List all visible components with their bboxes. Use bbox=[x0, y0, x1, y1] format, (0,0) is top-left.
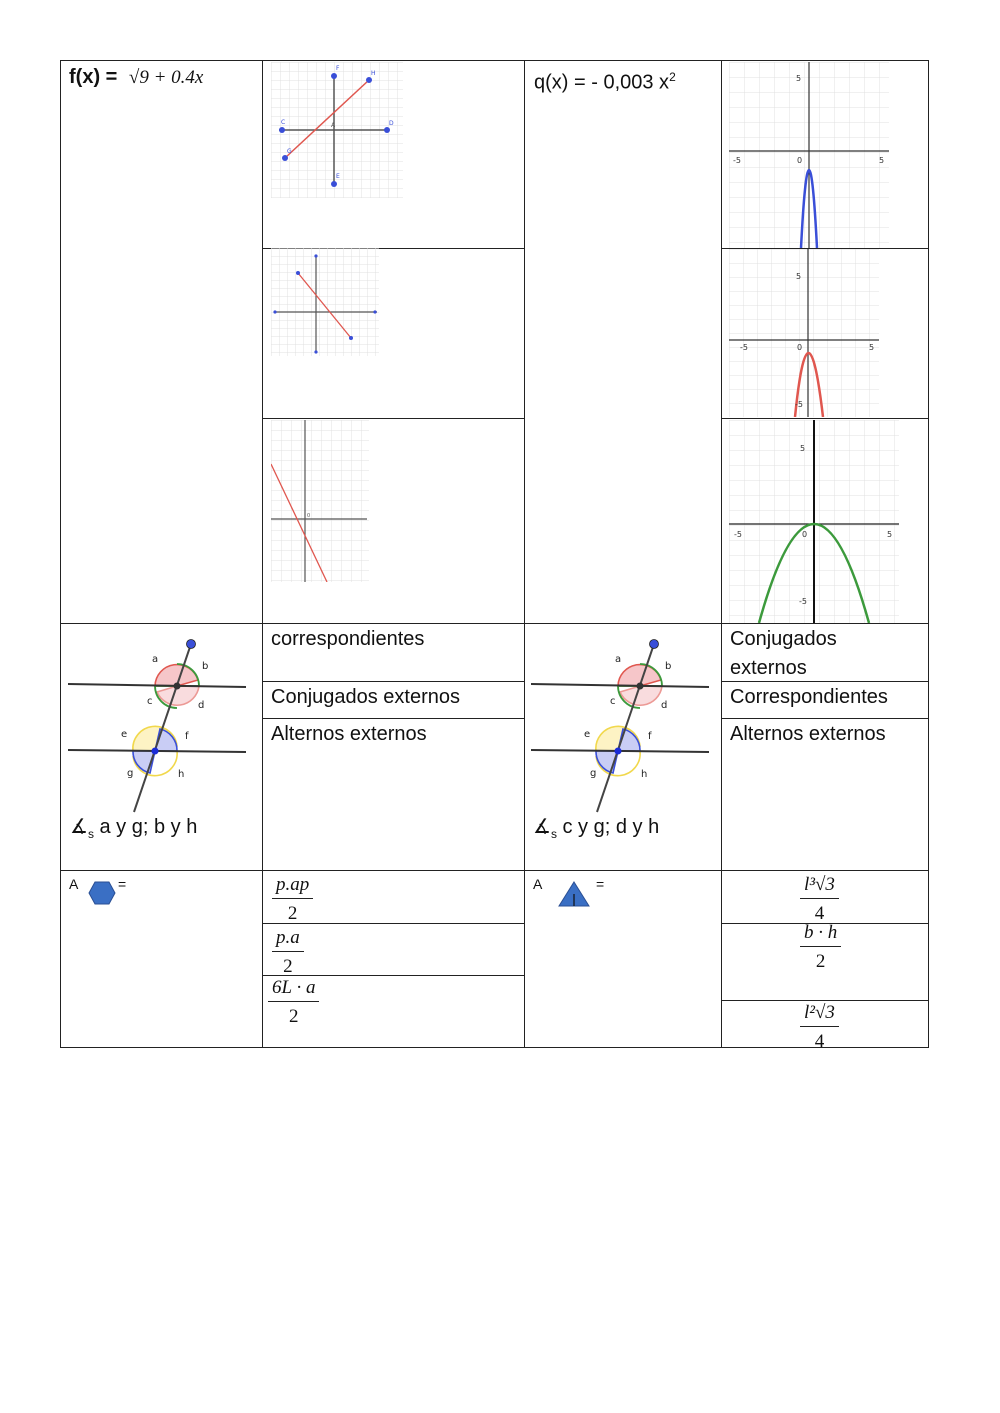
angle-label-a: a bbox=[615, 654, 622, 665]
parallel-lines-diagram-right[interactable] bbox=[531, 636, 713, 814]
formula-option[interactable] bbox=[268, 977, 319, 1028]
fraction-numerator: l²√3 bbox=[804, 1002, 835, 1023]
fraction-denominator: 2 bbox=[287, 903, 298, 924]
tick-label: 0 bbox=[802, 530, 808, 539]
option-correspondientes[interactable]: Correspondientes bbox=[730, 686, 888, 708]
angle-label-h: h bbox=[178, 769, 185, 780]
fraction-numerator: p.a bbox=[276, 927, 300, 948]
formula-option[interactable] bbox=[272, 927, 304, 978]
sub-sep bbox=[262, 718, 525, 719]
fraction-denominator: 4 bbox=[814, 1031, 825, 1052]
fraction-numerator: 6L · a bbox=[272, 977, 316, 998]
fraction-denominator: 2 bbox=[283, 956, 293, 977]
tick-label: 5 bbox=[800, 444, 806, 453]
angle-label-c: c bbox=[147, 696, 153, 707]
fraction-numerator: b · h bbox=[804, 922, 838, 943]
tick-label: -5 bbox=[734, 530, 742, 539]
svg-text:H: H bbox=[371, 70, 376, 77]
tick-label: 0 bbox=[797, 343, 803, 352]
tick-label: 5 bbox=[879, 156, 885, 165]
sub-sep bbox=[721, 718, 929, 719]
function-f-label: f(x) = bbox=[69, 66, 118, 88]
tick-label: 5 bbox=[869, 343, 875, 352]
graph-linear-3[interactable] bbox=[271, 420, 369, 582]
fraction-numerator: l³√3 bbox=[804, 874, 835, 895]
graph-linear-1[interactable] bbox=[271, 62, 403, 198]
fraction-bar bbox=[800, 946, 841, 947]
fraction-denominator: 2 bbox=[288, 1006, 299, 1027]
angles-caption-text: a y g; b y h bbox=[93, 816, 198, 838]
tick-label: 0 bbox=[797, 156, 803, 165]
option-conjugados-externos[interactable]: Conjugados externos bbox=[271, 686, 461, 708]
angle-symbol: ∡ bbox=[533, 816, 551, 838]
table-border-bottom bbox=[60, 1047, 929, 1048]
function-q-exponent: 2 bbox=[669, 70, 676, 84]
angle-label-b: b bbox=[665, 661, 672, 672]
svg-text:E: E bbox=[336, 173, 340, 180]
angle-label-d: d bbox=[661, 700, 668, 711]
angle-label-a: a bbox=[152, 654, 159, 665]
hexagon-icon bbox=[88, 880, 116, 906]
option-alternos-externos[interactable]: Alternos externos bbox=[271, 723, 427, 745]
angle-label-b: b bbox=[202, 661, 209, 672]
fraction-denominator: 2 bbox=[815, 951, 826, 972]
svg-text:0: 0 bbox=[307, 513, 311, 519]
fraction-numerator: p.ap bbox=[276, 874, 310, 895]
angle-label-f: f bbox=[648, 731, 652, 742]
row-sep-2 bbox=[60, 870, 929, 871]
angle-label-g: g bbox=[590, 768, 597, 779]
col-sep-2 bbox=[524, 60, 525, 1048]
angle-symbol: ∡ bbox=[70, 816, 88, 838]
svg-text:G: G bbox=[287, 148, 292, 155]
tick-label: -5 bbox=[799, 597, 807, 606]
function-f bbox=[69, 63, 203, 92]
fraction-bar bbox=[800, 1026, 839, 1027]
function-q-label: q(x) = - 0,003 x bbox=[534, 71, 670, 94]
option-conjugados-externos[interactable]: Conjugados externos bbox=[730, 628, 837, 679]
angle-label-c: c bbox=[610, 696, 616, 707]
function-f-expression: √9 + 0.4x bbox=[128, 67, 204, 88]
table-border-left bbox=[60, 60, 61, 1048]
fraction-denominator: 4 bbox=[814, 903, 825, 924]
formula-option[interactable] bbox=[272, 874, 313, 925]
col-sep-1 bbox=[262, 60, 263, 1048]
angle-label-g: g bbox=[127, 768, 134, 779]
formula-option[interactable] bbox=[800, 1002, 839, 1053]
angles-caption-right bbox=[533, 813, 659, 849]
tick-label: -5 bbox=[740, 343, 748, 352]
angle-subscript: s bbox=[550, 827, 557, 841]
angles-caption-text: c y g; d y h bbox=[556, 816, 660, 838]
angle-label-h: h bbox=[641, 769, 648, 780]
equals-sign: = bbox=[596, 876, 605, 892]
fraction-bar bbox=[272, 951, 304, 952]
function-q bbox=[534, 63, 676, 98]
graph-quadratic-2[interactable] bbox=[729, 249, 879, 417]
option-alternos-externos[interactable]: Alternos externos bbox=[730, 723, 886, 745]
angle-label-f: f bbox=[185, 731, 189, 742]
fraction-bar bbox=[272, 898, 313, 899]
row-sep-1 bbox=[60, 623, 929, 624]
fraction-bar bbox=[268, 1001, 319, 1002]
equals-sign: = bbox=[118, 876, 127, 892]
tick-label: -5 bbox=[733, 156, 741, 165]
angle-label-e: e bbox=[121, 729, 128, 740]
svg-text:C: C bbox=[281, 119, 286, 126]
table-border-right bbox=[928, 60, 929, 1048]
tick-label: 5 bbox=[796, 272, 802, 281]
sub-sep bbox=[721, 418, 929, 419]
table-border-top bbox=[60, 60, 929, 61]
sub-sep bbox=[262, 681, 525, 682]
sub-sep bbox=[262, 418, 525, 419]
tick-label: -5 bbox=[795, 400, 803, 409]
formula-option[interactable] bbox=[800, 874, 839, 925]
angle-label-d: d bbox=[198, 700, 205, 711]
area-label: A bbox=[69, 876, 79, 892]
svg-text:D: D bbox=[389, 120, 394, 127]
angle-subscript: s bbox=[87, 827, 94, 841]
formula-option[interactable] bbox=[800, 922, 841, 973]
angle-label-e: e bbox=[584, 729, 591, 740]
parallel-lines-diagram-left[interactable] bbox=[68, 636, 250, 814]
triangle-icon bbox=[557, 880, 591, 908]
graph-quadratic-1[interactable] bbox=[729, 62, 889, 248]
option-correspondientes[interactable]: correspondientes bbox=[271, 628, 425, 650]
angles-caption-left bbox=[70, 813, 197, 849]
tick-label: 5 bbox=[887, 530, 893, 539]
svg-text:F: F bbox=[336, 65, 340, 72]
graph-linear-2[interactable] bbox=[271, 248, 379, 356]
sub-sep bbox=[721, 1000, 929, 1001]
col-sep-3 bbox=[721, 60, 722, 1048]
fraction-bar bbox=[800, 898, 839, 899]
area-label: A bbox=[533, 876, 543, 892]
graph-quadratic-3[interactable] bbox=[729, 420, 899, 623]
svg-text:A: A bbox=[331, 122, 336, 129]
tick-label: 5 bbox=[796, 74, 802, 83]
